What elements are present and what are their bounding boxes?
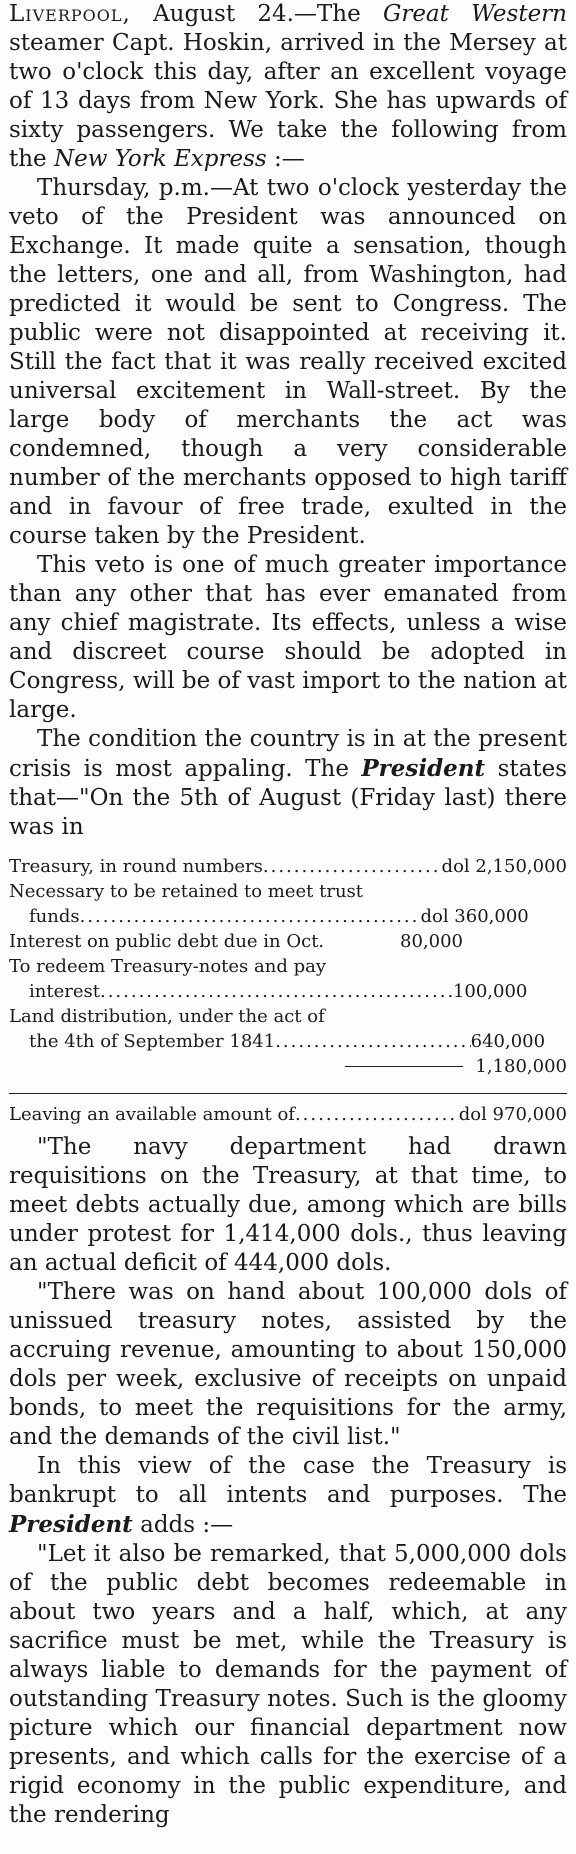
source-name: New York Express <box>53 146 267 172</box>
table-value: 100,000 <box>452 981 528 1002</box>
paragraph: "There was on hand about 100,000 dols of unissued treasury notes, assisted by the accruing revenue, amounting to about 150,000 dols per week, exclusive of receipts on unpaid bonds, to meet the requisitions for the army, and the demands of the civil list." <box>9 1279 567 1450</box>
table-row <box>9 879 567 904</box>
leader-dots <box>100 979 453 1004</box>
table-label: the 4th of September 1841 <box>29 1031 276 1052</box>
treasury-table <box>9 854 567 1127</box>
article-body <box>9 0 567 842</box>
dateline-place: Liverpool, <box>9 1 131 27</box>
leader-dots <box>263 854 442 879</box>
article-body-continued <box>9 1133 567 1830</box>
ship-name: Great Western <box>382 1 567 27</box>
table-row <box>9 954 567 979</box>
table-label: Necessary to be retained to meet trust <box>9 881 364 902</box>
table-label: interest <box>29 981 100 1002</box>
subtotal-rule <box>345 1066 463 1067</box>
paragraph-text: steamer Capt. Hoskin, arrived in the Mersey at two o'clock this day, after an excellent voyage of 13 days from New York. She has upwards of sixty passengers. We take the following from the <box>9 30 567 172</box>
table-spacer <box>9 1054 345 1079</box>
paragraph <box>9 1452 567 1540</box>
paragraph-text: August 24.—The <box>130 1 383 27</box>
table-label: Treasury, in round numbers <box>9 856 263 877</box>
table-spacer <box>527 979 567 1004</box>
table-row <box>9 1029 567 1054</box>
paragraph: This veto is one of much greater importance than any other that has ever emanated from any chief magistrate. Its effects, unless a wise and discreet course should be adopted in Congress, will be of vast import to the nation at large. <box>9 552 567 723</box>
table-row-total <box>9 1102 567 1127</box>
table-value: 640,000 <box>470 1031 546 1052</box>
table-value: dol 2,150,000 <box>441 856 567 877</box>
table-label: Leaving an available amount of <box>9 1104 295 1125</box>
paragraph-text: :— <box>266 146 305 172</box>
leader-dots <box>295 1102 459 1127</box>
table-row-subtotal <box>9 1054 567 1079</box>
table-spacer <box>545 1029 567 1054</box>
table-spacer <box>463 929 567 954</box>
paragraph-text: In this view of the case the Treasury is bankrupt to all intents and purposes. The <box>9 1453 567 1508</box>
paragraph: "The navy department had drawn requisitions on the Treasury, at that time, to meet debts actually due, among which are bills under protest for 1,414,000 dols., thus leaving an actual deficit of 444,000 dols. <box>9 1134 567 1276</box>
table-row <box>9 854 567 879</box>
table-row <box>9 1004 567 1029</box>
table-spacer <box>529 904 567 929</box>
paragraph: Thursday, p.m.—At two o'clock yesterday the veto of the President was announced on Exchange. It made quite a sensation, though the letters, one and all, from Washington, had predicted it would be sent to Congress. The public were not disappointed at receiving it. Still the fact that it was really received excited universal excitement in Wall-street. By the large body of merchants the act was condemned, though a very considerable number of the merchants opposed to high tariff and in favour of free trade, exulted in the course taken by the President. <box>9 175 567 549</box>
table-row <box>9 929 567 954</box>
subtotal-value: 1,180,000 <box>475 1056 567 1077</box>
table-value: dol 970,000 <box>458 1104 567 1125</box>
leader-dots <box>80 904 421 929</box>
leader-dots <box>275 1029 470 1054</box>
table-row <box>9 904 567 929</box>
paragraph <box>9 725 567 842</box>
president-word: President <box>361 755 486 782</box>
table-label: funds <box>29 906 80 927</box>
paragraph-text: The condition the country is in at the present crisis is most appaling. The <box>9 726 567 782</box>
paragraph: "Let it also be remarked, that 5,000,000 dols of the public debt becomes redeemable in about two years and a half, which, at any sacrifice must be met, while the Treasury is always liable to demands for the payment of outstanding Treasury notes. Such is the gloomy picture which our financial department now presents, and which calls for the exercise of a rigid economy in the public expenditure, and the rendering <box>9 1541 567 1828</box>
table-label: To redeem Treasury-notes and pay <box>9 956 326 977</box>
table-row <box>9 979 567 1004</box>
table-label: Land distribution, under the act of <box>9 1006 325 1027</box>
table-divider <box>9 1093 567 1094</box>
paragraph-dateline <box>9 0 567 174</box>
paragraph-text: states that—"On the 5th of August (Friday last) there was in <box>9 756 567 840</box>
table-value: 80,000 <box>400 931 463 952</box>
table-label: Interest on public debt due in Oct. <box>9 931 325 952</box>
president-word: President <box>9 1511 133 1538</box>
paragraph-text: adds :— <box>132 1512 234 1538</box>
table-value: dol 360,000 <box>420 906 529 927</box>
